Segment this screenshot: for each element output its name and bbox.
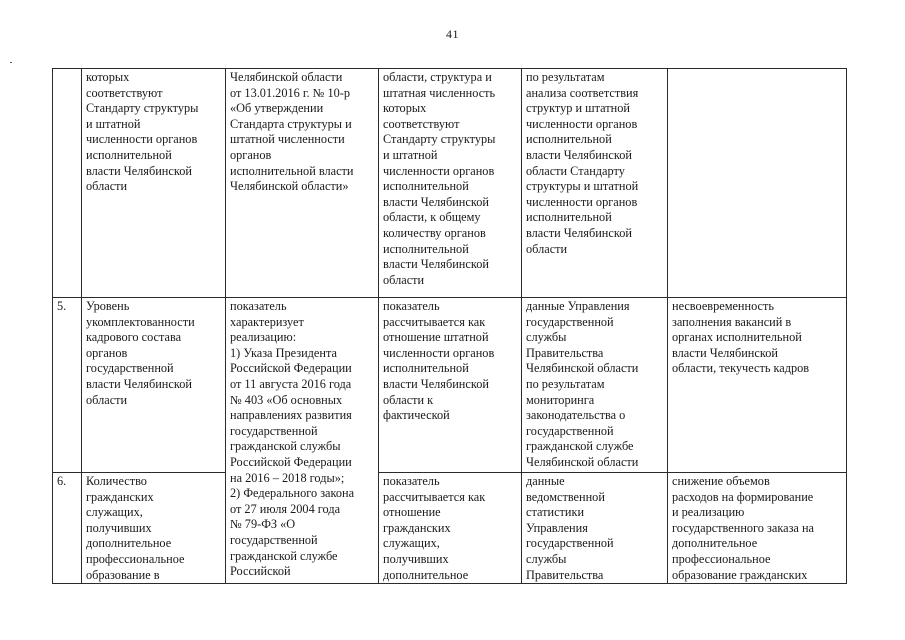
table-row	[53, 298, 847, 473]
indicator-cell: Уровень укомплектованности кадрового состава органов государственной власти Челябинской области	[82, 298, 226, 473]
table-row	[53, 473, 847, 584]
indicator-cell: Количество гражданских служащих, получивших дополнительное профессиональное образование в	[82, 473, 226, 584]
source-cell: данные Управления государственной службы Правительства Челябинской области по результатам мониторинга законодательства о государственной гражданской службе Челябинской области	[522, 298, 668, 473]
basis-cell: показатель характеризует реализацию: 1) Указа Президента Российской Федерации от 11 августа 2016 года № 403 «Об основных направлениях развития государственной гражданской службы Российской Федерации на 2016 – 2018 годы»; 2) Федерального закона от 27 июля 2004 года № 79-ФЗ «О государственной гражданской службе Российской	[226, 298, 379, 584]
basis-cell: Челябинской области от 13.01.2016 г. № 10-р «Об утверждении Стандарта структуры и штатной численности органов исполнительной власти Челябинской области»	[226, 69, 379, 298]
risks-cell: несвоевременность заполнения вакансий в органах исполнительной власти Челябинской области, текучесть кадров	[668, 298, 847, 473]
calculation-cell: показатель рассчитывается как отношение гражданских служащих, получивших дополнительное	[379, 473, 522, 584]
source-cell: данные ведомственной статистики Управления государственной службы Правительства	[522, 473, 668, 584]
source-cell: по результатам анализа соответствия структур и штатной численности органов исполнительной власти Челябинской области Стандарту структуры и штатной численности органов исполнительной власти Челябинской области	[522, 69, 668, 298]
margin-mark	[10, 62, 12, 63]
row-number: 5.	[53, 298, 82, 473]
risks-cell	[668, 69, 847, 298]
row-number: 6.	[53, 473, 82, 584]
risks-cell: снижение объемов расходов на формирование и реализацию государственного заказа на дополнительное профессиональное образование гражданских	[668, 473, 847, 584]
indicators-table	[52, 68, 847, 584]
table-row	[53, 69, 847, 298]
page-number: 41	[446, 27, 459, 41]
indicator-cell: которых соответствуют Стандарту структуры и штатной численности органов исполнительной власти Челябинской области	[82, 69, 226, 298]
calculation-cell: показатель рассчитывается как отношение штатной численности органов исполнительной власти Челябинской области к фактической	[379, 298, 522, 473]
calculation-cell: области, структура и штатная численность которых соответствуют Стандарту структуры и штатной численности органов исполнительной власти Челябинской области, к общему количеству органов исполнительной власти Челябинской области	[379, 69, 522, 298]
row-number	[53, 69, 82, 298]
